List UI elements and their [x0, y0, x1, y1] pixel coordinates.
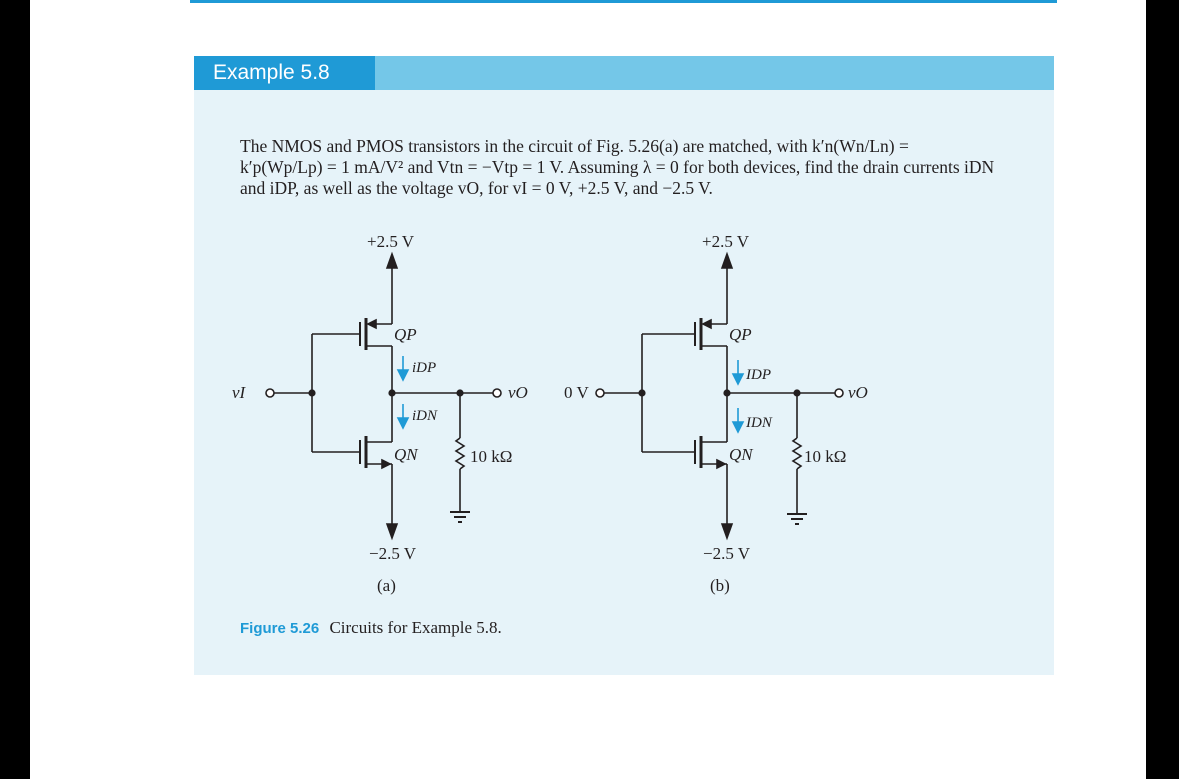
example-title: Example 5.8: [194, 56, 375, 90]
circuit-diagram: [30, 0, 1146, 779]
circuit-a-vdd-arrow: [387, 254, 397, 268]
circuit-a-resistor: [456, 438, 464, 469]
circuit-a-resistor-label: 10 kΩ: [470, 447, 513, 466]
circuit-b-qn-source-arrow: [717, 460, 725, 468]
circuit-a-qp-label: QP: [394, 325, 417, 344]
circuit-a-tag: (a): [377, 576, 396, 595]
circuit-b-qp-label: QP: [729, 325, 752, 344]
circuit-b-tag: (b): [710, 576, 730, 595]
circuit-a-vss-arrow: [387, 524, 397, 538]
circuit-b-output-label: vO: [848, 383, 868, 402]
circuit-a-output-label: vO: [508, 383, 528, 402]
circuit-b-idn-label: IDN: [746, 415, 772, 431]
circuit-a-vdd-label: +2.5 V: [367, 232, 415, 251]
circuit-b-output-terminal: [835, 389, 843, 397]
circuit-b-resistor-label: 10 kΩ: [804, 447, 847, 466]
circuit-b-idn-arrowhead: [733, 422, 743, 432]
example-text-line-3-content: and iDP, as well as the voltage vO, for vI = 0 V, +2.5 V, and −2.5 V.: [240, 178, 713, 198]
circuit-a: [266, 254, 501, 538]
circuit-b-vdd-label: +2.5 V: [702, 232, 750, 251]
circuit-a-qn-label: QN: [394, 445, 418, 464]
page: [30, 0, 1146, 779]
figure-caption-text: Circuits for Example 5.8.: [329, 618, 502, 637]
circuit-b-vss-arrow: [722, 524, 732, 538]
circuit-a-idp-label: iDP: [412, 360, 437, 376]
circuit-a-idp-arrowhead: [398, 370, 408, 380]
circuit-b-input-terminal: [596, 389, 604, 397]
circuit-b-current-arrows: [733, 360, 743, 432]
circuit-a-input-terminal: [266, 389, 274, 397]
circuit-a-idn-label: iDN: [412, 408, 438, 424]
circuit-b-qp-source-arrow: [703, 320, 711, 328]
circuit-a-qn-source-arrow: [382, 460, 390, 468]
circuit-a-output-terminal: [493, 389, 501, 397]
circuit-b: [596, 254, 843, 538]
circuit-b-labels: [564, 232, 868, 595]
example-text-line-2-content: k′p(Wp/Lp) = 1 mA/V² and Vtn = −Vtp = 1 V. Assuming λ = 0 for both devices, find the drain currents iDN: [240, 157, 995, 177]
circuit-a-vss-label: −2.5 V: [369, 544, 417, 563]
circuit-a-qp-source-arrow: [368, 320, 376, 328]
circuit-b-idp-arrowhead: [733, 374, 743, 384]
circuit-b-input-label: 0 V: [564, 383, 589, 402]
circuit-a-current-arrows: [398, 356, 408, 428]
circuit-b-vdd-arrow: [722, 254, 732, 268]
circuit-b-idp-label: IDP: [746, 367, 771, 383]
circuit-a-labels: [232, 232, 528, 595]
example-text-line-1-content: The NMOS and PMOS transistors in the circuit of Fig. 5.26(a) are matched, with k′n(Wn/Ln) =: [240, 136, 909, 156]
circuit-b-resistor: [793, 438, 801, 469]
circuit-a-idn-arrowhead: [398, 418, 408, 428]
circuit-b-qn-label: QN: [729, 445, 753, 464]
figure-label: Figure 5.26: [240, 620, 320, 637]
circuit-a-gate-node: [309, 390, 315, 396]
circuit-a-input-label: vI: [232, 383, 246, 402]
circuit-b-gate-node: [639, 390, 645, 396]
circuit-b-vss-label: −2.5 V: [703, 544, 751, 563]
